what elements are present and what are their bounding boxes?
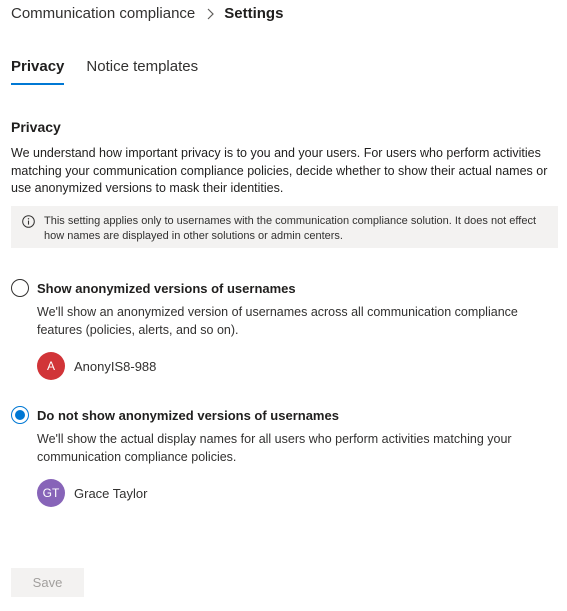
radio-label[interactable]: Do not show anonymized versions of usernames	[37, 407, 339, 423]
persona-actual-name	[37, 479, 547, 507]
save-button[interactable]: Save	[11, 568, 84, 597]
info-message-bar	[11, 206, 558, 248]
info-icon	[22, 215, 35, 228]
persona-name: AnonyIS8-988	[74, 358, 157, 374]
breadcrumb	[11, 5, 283, 22]
tab-notice-templates[interactable]: Notice templates	[86, 58, 199, 75]
tab-list	[11, 58, 220, 85]
option-do-not-show-anonymized	[11, 406, 547, 507]
option-description: We'll show an anonymized version of usernames across all communication compliance features (policies, alerts, and so on).	[37, 305, 518, 337]
info-message-text: This setting applies only to usernames with the communication compliance solution. It does not effect how names are displayed in other solutions or admin centers.	[44, 215, 537, 242]
privacy-description: We understand how important privacy is to you and your users. For users who perform activities matching your communication compliance policies, decide whether to show their actual names or use anonymized versions to mask their identities.	[11, 146, 548, 195]
persona-anonymized	[37, 352, 547, 380]
privacy-section-title: Privacy	[11, 119, 61, 135]
option-description: We'll show the actual display names for all users who perform activities matching your communication compliance policies.	[37, 432, 512, 464]
avatar: GT	[37, 479, 65, 507]
radio-show-anonymized[interactable]	[11, 279, 547, 297]
tab-privacy[interactable]: Privacy	[11, 58, 64, 85]
breadcrumb-settings: Settings	[224, 5, 284, 22]
persona-name: Grace Taylor	[74, 485, 148, 501]
chevron-right-icon	[205, 7, 215, 21]
avatar: A	[37, 352, 65, 380]
radio-button-checked[interactable]	[11, 406, 29, 424]
breadcrumb-communication-compliance[interactable]: Communication compliance	[11, 5, 196, 22]
option-show-anonymized	[11, 279, 547, 380]
radio-button-unchecked[interactable]	[11, 279, 29, 297]
radio-label[interactable]: Show anonymized versions of usernames	[37, 280, 296, 296]
radio-do-not-show-anonymized[interactable]	[11, 406, 547, 424]
